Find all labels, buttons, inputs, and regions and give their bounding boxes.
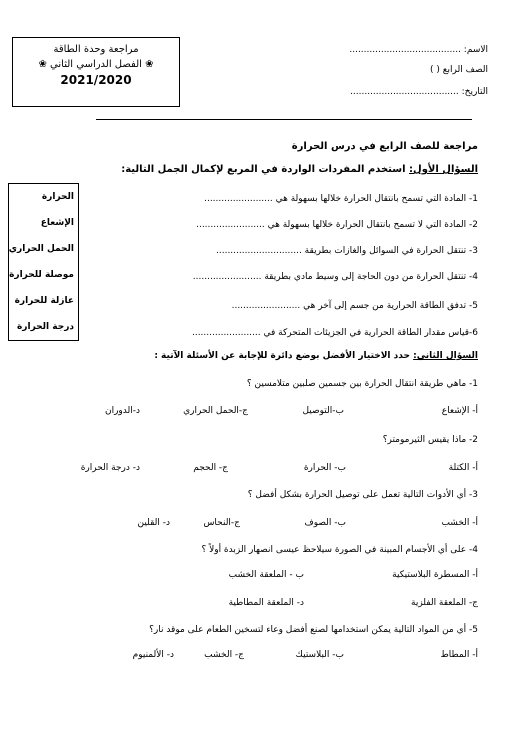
q1-heading-label: السؤال الأول: bbox=[409, 164, 478, 175]
q2-question-5: 5- أي من المواد التالية يمكن استخدامها لصنع أفضل وعاء لتسخين الطعام على موقد نار؟ bbox=[149, 625, 478, 635]
q1-item-2: 2- المادة التي لا تسمح بانتقال الحرارة خلالها بسهولة هي ........................ bbox=[196, 220, 478, 230]
word-bank-box bbox=[8, 183, 79, 341]
q2-option: ب- البلاستيك bbox=[295, 650, 344, 660]
q2-heading-label: السؤال الثاني: bbox=[413, 351, 478, 361]
q2-question-1: 1- ماهي طريقة انتقال الحرارة بين جسمين صلبين متلامسين ؟ bbox=[246, 379, 478, 389]
q2-option: د- الألمنيوم bbox=[132, 650, 174, 660]
q2-option: د- درجة الحرارة bbox=[80, 463, 140, 473]
header-title: مراجعة وحدة الطاقة bbox=[53, 44, 139, 55]
word-bank-item: الإشعاع bbox=[40, 218, 74, 228]
q2-heading-text: حدد الاختيار الأفضل بوضع دائرة للإجابة عن الأسئلة الآتية : bbox=[154, 351, 414, 361]
q2-option: ب - الملعقة الخشب bbox=[228, 570, 304, 580]
q2-option: أ- المسطرة البلاستيكية bbox=[392, 570, 478, 580]
word-bank-item: الحمل الحراري bbox=[8, 244, 74, 254]
q1-heading-text: استخدم المفردات الواردة في المربع لإكمال الجمل التالية: bbox=[121, 164, 410, 175]
word-bank-item: عازلة للحرارة bbox=[14, 296, 74, 306]
q1-item-3: 3- تنتقل الحرارة في السوائل والغازات بطريقة .............................. bbox=[216, 246, 478, 256]
q2-option: ج- الحجم bbox=[193, 463, 228, 473]
header-box bbox=[12, 37, 180, 107]
q2-option: ج- الخشب bbox=[204, 650, 244, 660]
q2-option: أ- الكتلة bbox=[448, 463, 478, 473]
q2-option: ب- الصوف bbox=[304, 518, 346, 528]
q1-item-4: 4- تنتقل الحرارة من دون الحاجة إلى وسيط مادي بطريقة ........................ bbox=[192, 272, 478, 282]
q2-option: أ- الخشب bbox=[441, 518, 478, 528]
q1-item-6: 6-قياس مقدار الطاقة الحرارية في الجزيئات المتحركة في ........................ bbox=[191, 328, 478, 338]
q2-option: د- الملعقة المطاطية bbox=[228, 598, 304, 608]
student-date-field: التاريخ: ...................................... bbox=[350, 87, 488, 97]
q2-option: ج-الحمل الحراري bbox=[183, 406, 248, 416]
word-bank-item: موصلة للحرارة bbox=[9, 270, 74, 280]
q1-item-1: 1- المادة التي تسمح بانتقال الحرارة خلالها بسهولة هي ........................ bbox=[204, 194, 478, 204]
q2-option: ج- الملعقة الفلزية bbox=[411, 598, 478, 608]
page-title: مراجعة للصف الرابع في درس الحرارة bbox=[291, 141, 478, 152]
q2-heading bbox=[154, 350, 478, 362]
q2-question-4: 4- على أي الأجسام المبينة في الصورة سيلاحظ عيسى انصهار الزبدة أولاً ؟ bbox=[201, 545, 478, 555]
q2-option: د- القلين bbox=[137, 518, 170, 528]
q2-option: أ- الإشعاع bbox=[441, 406, 478, 416]
q2-question-2: 2- ماذا يقيس الثيرمومتر؟ bbox=[382, 435, 478, 445]
word-bank-item: درجة الحرارة bbox=[16, 322, 74, 332]
q2-option: د-الدوران bbox=[104, 406, 140, 416]
header-semester: ❀ الفصل الدراسي الثاني ❀ bbox=[38, 59, 154, 70]
header-year: 2021/2020 bbox=[60, 73, 132, 87]
q1-heading bbox=[121, 163, 478, 176]
student-name-field: الاسم: ....................................... bbox=[349, 45, 488, 55]
word-bank-item: الحرارة bbox=[41, 192, 74, 202]
q2-option: ج-النحاس bbox=[203, 518, 240, 528]
q2-question-3: 3- أي الأدوات التالية تعمل على توصيل الحرارة بشكل أفضل ؟ bbox=[247, 490, 478, 500]
header-divider bbox=[96, 119, 472, 120]
q1-item-5: 5- تدفق الطاقة الحرارية من جسم إلى آخر هي ........................ bbox=[231, 301, 478, 311]
student-grade-field: الصف الرابع ( ) bbox=[430, 65, 488, 75]
q2-option: ب- الحرارة bbox=[303, 463, 346, 473]
q2-option: أ- المطاط bbox=[440, 650, 478, 660]
q2-option: ب-التوصيل bbox=[302, 406, 344, 416]
